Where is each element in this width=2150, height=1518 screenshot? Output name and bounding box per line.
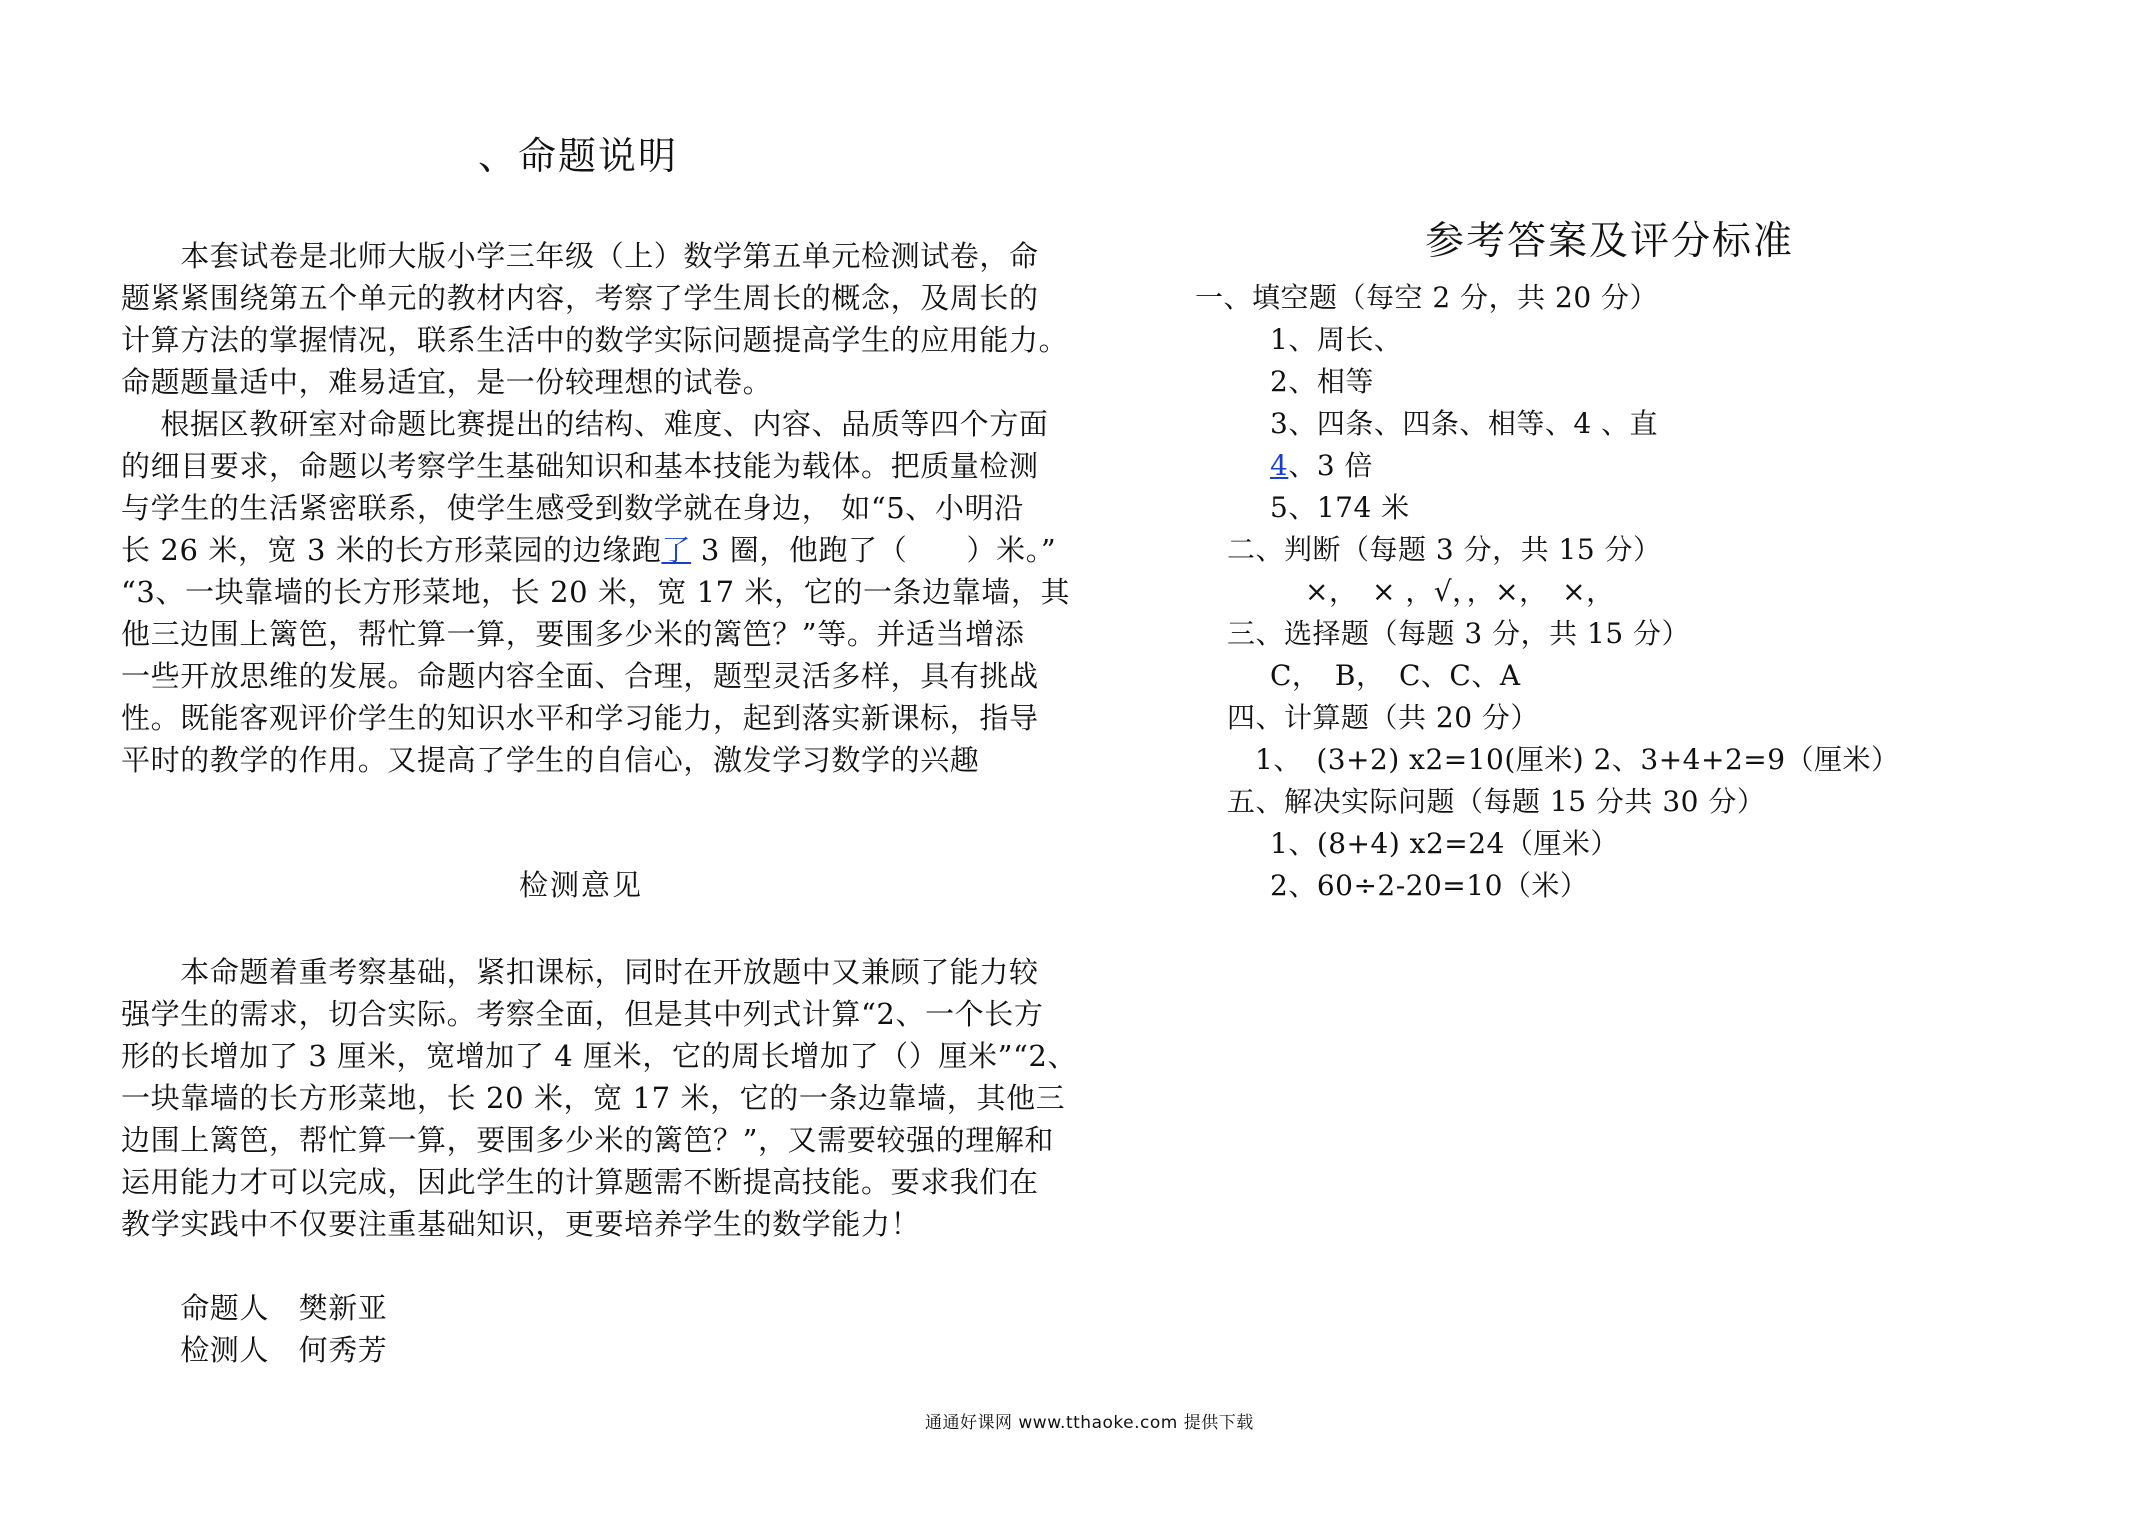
text-line: “3、一块靠墙的长方形菜地，长 20 米，宽 17 米，它的一条边靠墙，其: [121, 575, 1071, 609]
answer-line: ×， × ，√，，×， ×，: [1305, 575, 1615, 608]
answer-line: 5、174 米: [1270, 491, 1410, 524]
text-segment: 3 圈，他跑了（ ）米。”: [691, 533, 1057, 567]
answer-section-heading: 一、填空题（每空 2 分，共 20 分）: [1195, 281, 1659, 314]
text-segment: 、3 倍: [1288, 449, 1374, 482]
text-line: 教学实践中不仅要注重基础知识，更要培养学生的数学能力！: [121, 1207, 921, 1241]
answer-section-heading: 三、选择题（每题 3 分，共 15 分）: [1227, 617, 1691, 650]
author-line: 检测人 何秀芳: [121, 1333, 388, 1367]
text-line: 与学生的生活紧密联系，使学生感受到数学就在身边， 如“5、小明沿: [121, 491, 1024, 525]
answer-line: 1、(8+4) x2=24（厘米）: [1270, 827, 1619, 860]
answer-line: C， B， C、C、A: [1270, 659, 1521, 692]
text-line: 题紧紧围绕第五个单元的教材内容，考察了学生周长的概念，及周长的: [121, 281, 1039, 315]
hyperlink-text[interactable]: 4: [1270, 449, 1289, 482]
answers-title: 参考答案及评分标准: [1425, 219, 1795, 264]
text-line: 根据区教研室对命题比赛提出的结构、难度、内容、品质等四个方面: [121, 407, 1049, 441]
text-line: 运用能力才可以完成，因此学生的计算题需不断提高技能。要求我们在: [121, 1165, 1039, 1199]
text-line: 他三边围上篱笆，帮忙算一算，要围多少米的篱笆？”等。并适当增添: [121, 617, 1025, 651]
section-title: 检测意见: [519, 868, 644, 902]
text-line: 命题题量适中，难易适宜，是一份较理想的试卷。: [121, 365, 773, 399]
text-line: 边围上篱笆，帮忙算一算，要围多少米的篱笆？”，又需要较强的理解和: [121, 1123, 1055, 1157]
text-line: [121, 528, 1056, 569]
text-line: 的细目要求，命题以考察学生基础知识和基本技能为载体。把质量检测: [121, 449, 1039, 483]
text-line: 性。既能客观评价学生的知识水平和学习能力，起到落实新课标，指导: [121, 701, 1039, 735]
answer-section-heading: 五、解决实际问题（每题 15 分共 30 分）: [1227, 785, 1766, 818]
page-footer: 通通好课网 www.tthaoke.com 提供下载: [925, 1413, 1254, 1433]
hyperlink-text[interactable]: 了: [661, 533, 692, 567]
text-segment: 长 26 米，宽 3 米的长方形菜园的边缘跑: [121, 533, 662, 567]
text-line: 一些开放思维的发展。命题内容全面、合理，题型灵活多样，具有挑战: [121, 659, 1039, 693]
text-line: 平时的教学的作用。又提高了学生的自信心，激发学习数学的兴趣: [121, 743, 980, 777]
text-line: 计算方法的掌握情况，联系生活中的数学实际问题提高学生的应用能力。: [121, 323, 1069, 357]
answer-section-heading: 二、判断（每题 3 分，共 15 分）: [1227, 533, 1662, 566]
answer-line: 3、四条、四条、相等、4 、直: [1270, 407, 1659, 440]
author-line: 命题人 樊新亚: [121, 1291, 388, 1325]
answer-section-heading: 四、计算题（共 20 分）: [1227, 701, 1539, 734]
answer-line: 1、周长、: [1270, 323, 1403, 356]
answer-line: [1270, 444, 1373, 484]
answer-line: 2、相等: [1270, 365, 1374, 398]
answer-line: 2、60÷2-20=10（米）: [1270, 869, 1589, 902]
text-line: 强学生的需求，切合实际。考察全面，但是其中列式计算“2、一个长方: [121, 997, 1044, 1031]
text-line: 本套试卷是北师大版小学三年级（上）数学第五单元检测试卷，命: [121, 239, 1039, 273]
text-line: 形的长增加了 3 厘米，宽增加了 4 厘米，它的周长增加了（）厘米”“2、: [121, 1039, 1078, 1073]
page-title: 、命题说明: [478, 134, 679, 178]
answer-line: 1、 (3+2) x2=10(厘米) 2、3+4+2=9（厘米）: [1255, 743, 1900, 776]
text-line: 本命题着重考察基础，紧扣课标，同时在开放题中又兼顾了能力较: [121, 955, 1039, 989]
text-line: 一块靠墙的长方形菜地，长 20 米，宽 17 米，它的一条边靠墙，其他三: [121, 1081, 1066, 1115]
